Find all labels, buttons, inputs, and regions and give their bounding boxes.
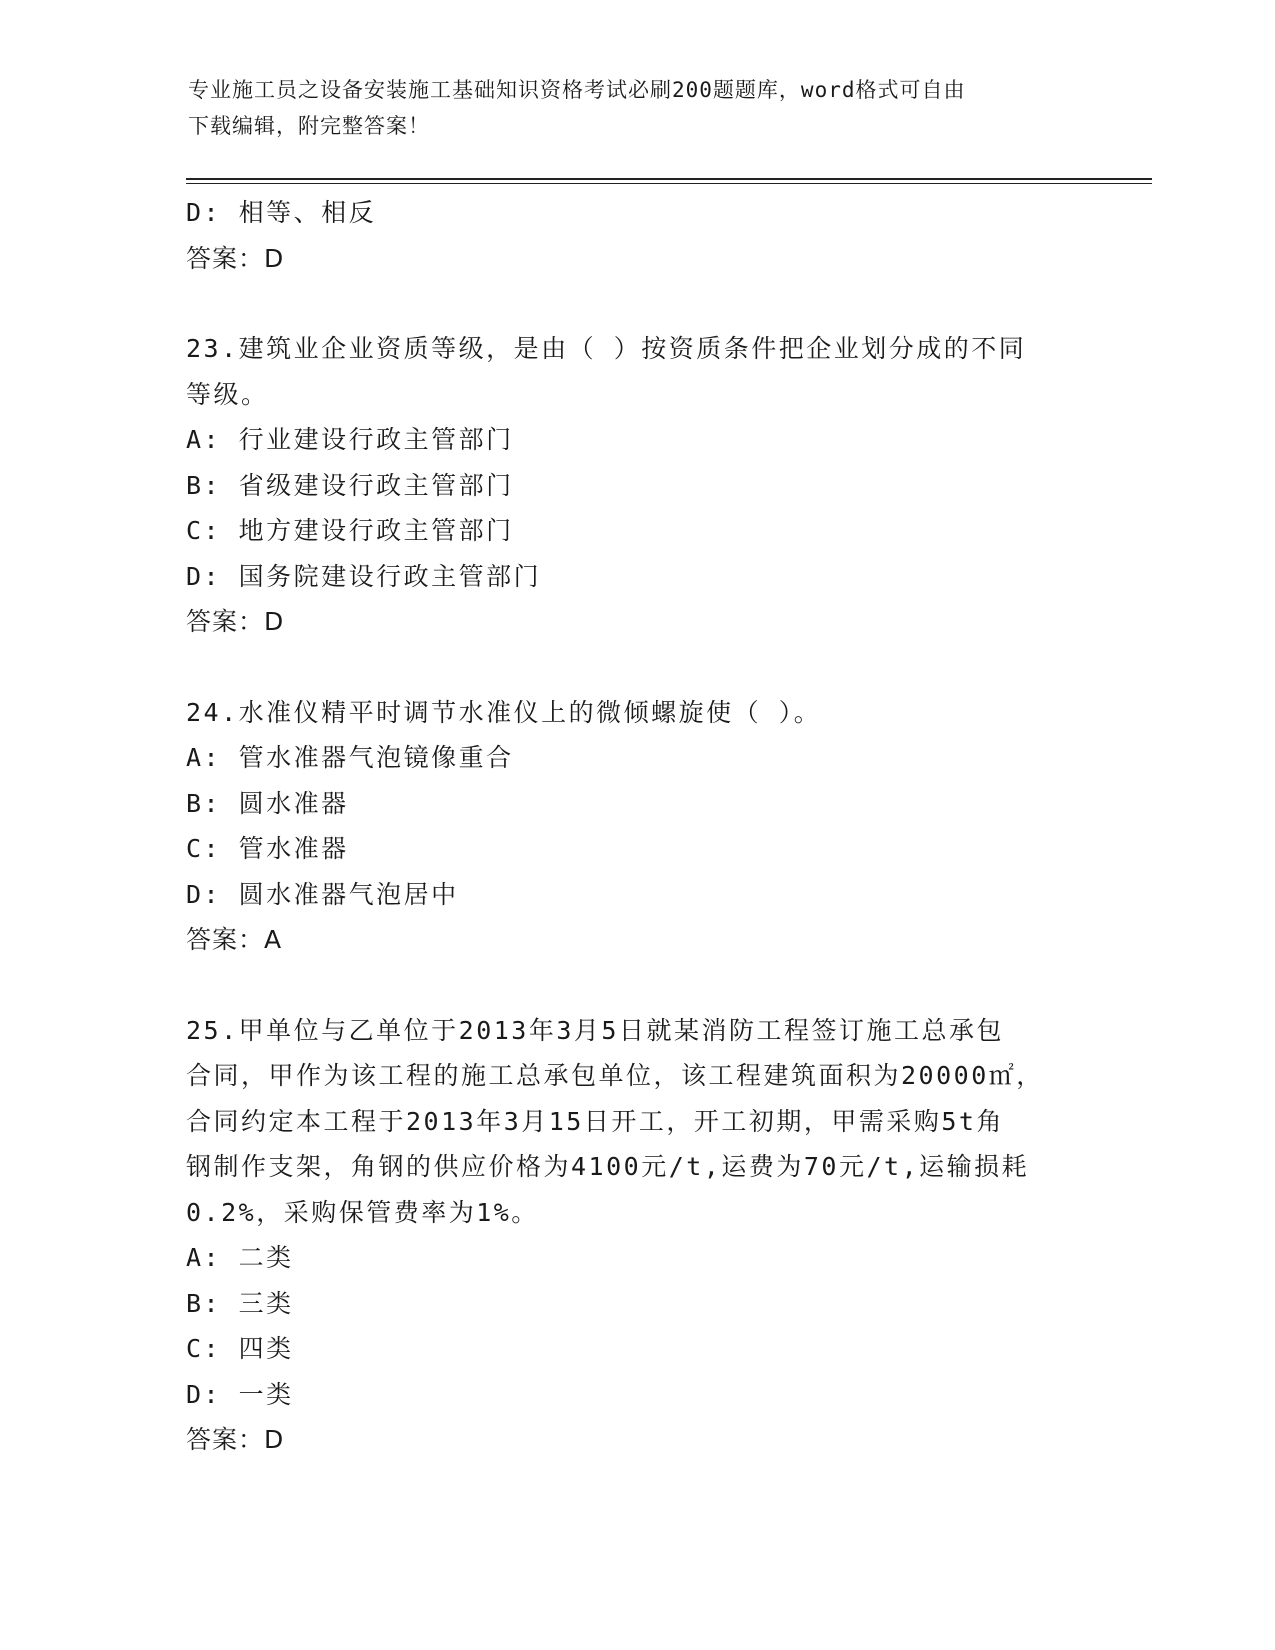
option-a: A: 行业建设行政主管部门 [186, 425, 514, 454]
answer-label: 答案：D [186, 1425, 285, 1454]
option-b: B: 三类 [186, 1288, 294, 1318]
answer-label: 答案：A [186, 925, 283, 954]
question-stem-line: 25.甲单位与乙单位于2013年3月5日就某消防工程签订施工总承包 [186, 1015, 1004, 1045]
question-stem-line: 24.水准仪精平时调节水准仪上的微倾螺旋使（ ）。 [186, 697, 822, 727]
fragment-option-d: D: 相等、相反 [186, 198, 377, 227]
option-d: D: 圆水准器气泡居中 [186, 879, 459, 909]
question-stem-line: 等级。 [186, 379, 269, 409]
document-header [188, 72, 1088, 144]
header-line-2: 下载编辑，附完整答案！ [188, 114, 430, 138]
spacer [186, 281, 1086, 326]
option-b: B: 省级建设行政主管部门 [186, 470, 514, 500]
option-d: D: 一类 [186, 1379, 294, 1409]
option-a: A: 管水准器气泡镜像重合 [186, 743, 514, 772]
question-content [186, 190, 1086, 1463]
question-stem-line: 合同，甲作为该工程的施工总承包单位，该工程建筑面积为20000㎡， [186, 1061, 1044, 1090]
question-stem-line: 23.建筑业企业资质等级，是由（ ）按资质条件把企业划分成的不同 [186, 334, 1027, 363]
option-c: C: 四类 [186, 1334, 294, 1363]
question-stem-line: 合同约定本工程于2013年3月15日开工，开工初期，甲需采购5t角 [186, 1106, 1004, 1136]
spacer [186, 963, 1086, 1008]
question-stem-line: 钢制作支架，角钢的供应价格为4100元/t,运费为70元/t,运输损耗 [186, 1152, 1030, 1181]
option-a: A: 二类 [186, 1243, 294, 1272]
question-23 [186, 326, 1086, 645]
question-25 [186, 1008, 1086, 1463]
answer-label: 答案：D [186, 607, 285, 636]
option-c: C: 管水准器 [186, 834, 349, 863]
fragment-answer: 答案：D [186, 243, 285, 273]
header-line-1: 专业施工员之设备安装施工基础知识资格考试必刷200题题库，word格式可自由 [188, 78, 966, 102]
question-24 [186, 690, 1086, 963]
header-rule-thin [186, 183, 1152, 184]
spacer [186, 645, 1086, 690]
option-d: D: 国务院建设行政主管部门 [186, 561, 542, 591]
option-c: C: 地方建设行政主管部门 [186, 516, 514, 545]
header-rule-thick [186, 178, 1152, 180]
option-b: B: 圆水准器 [186, 788, 349, 818]
question-stem-line: 0.2%，采购保管费率为1%。 [186, 1197, 539, 1227]
